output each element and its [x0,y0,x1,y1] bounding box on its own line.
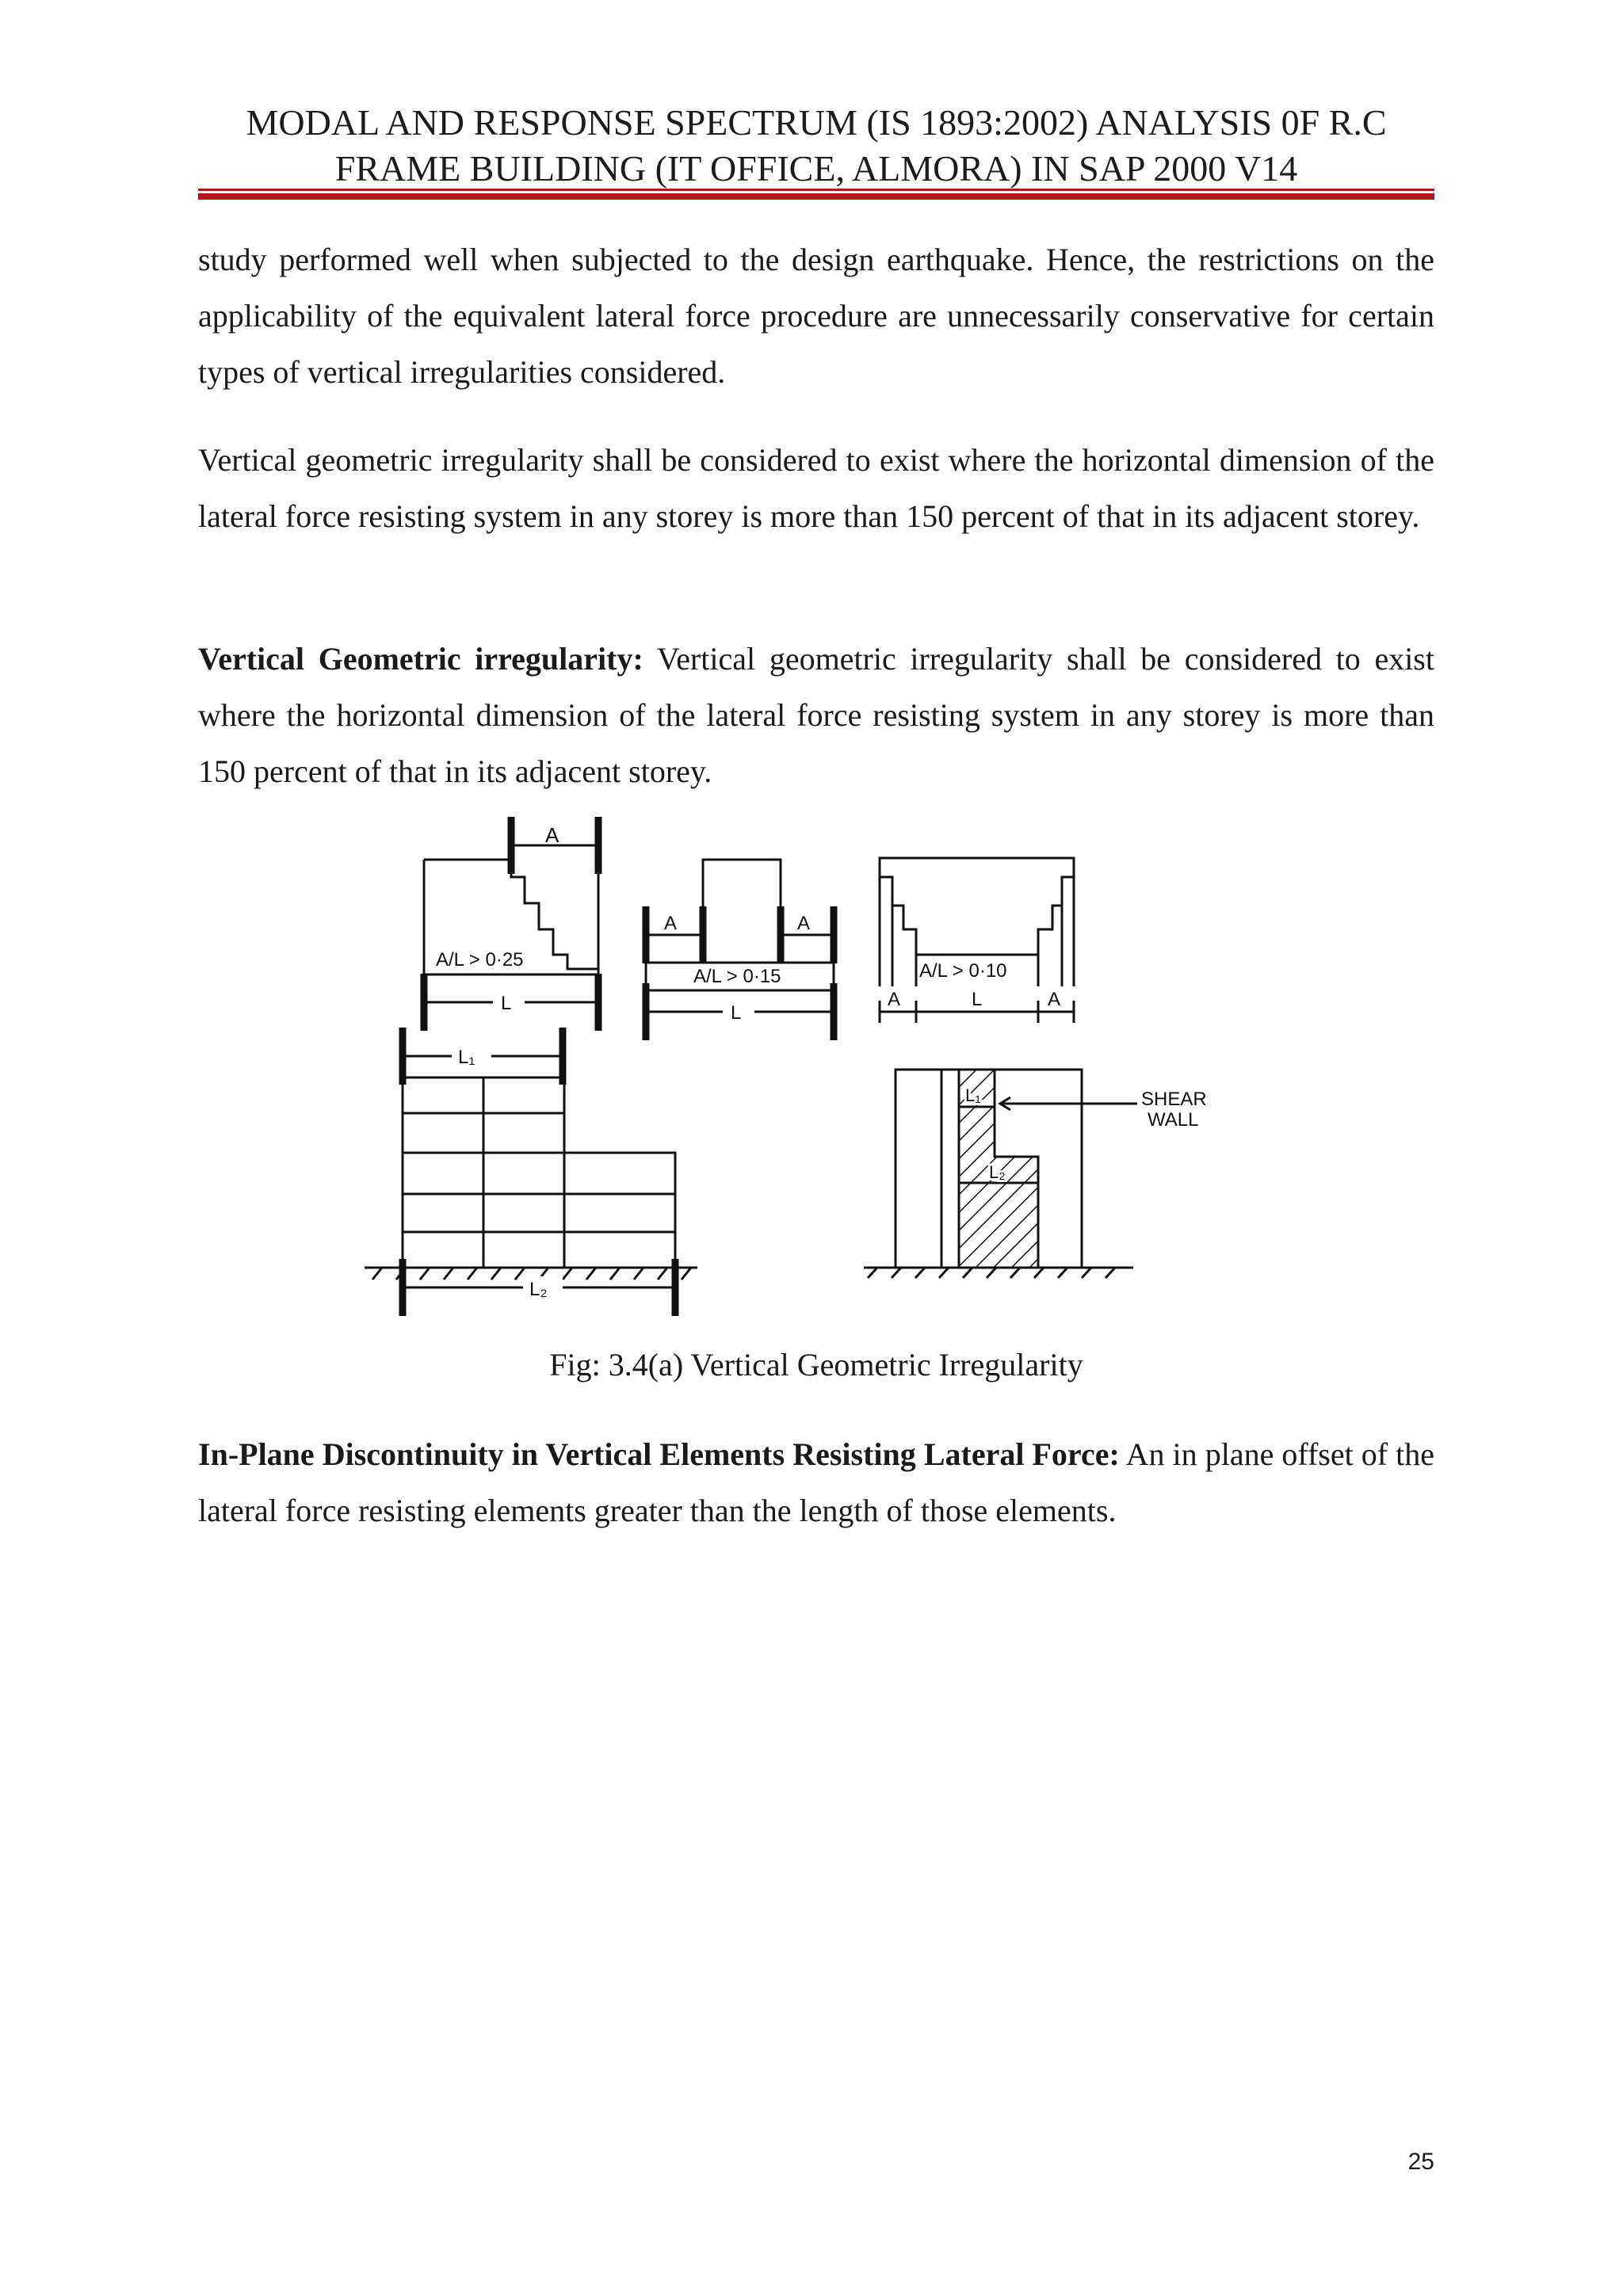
stepped-frame-diagram [365,1045,697,1300]
dim-label-l-2: L [731,1002,742,1024]
setback-diagram-1 [424,823,598,1014]
running-header [198,100,1434,192]
dim-label-a-3r: A [1048,989,1061,1010]
dim-label-l-1: L [501,993,512,1014]
header-title-line-1: MODAL AND RESPONSE SPECTRUM (IS 1893:2002) ANALYSIS 0F R.C [246,102,1387,143]
ratio-label-2: A/L > 0·15 [693,966,781,987]
page-number: 25 [1407,2149,1434,2175]
header-title-line-2: FRAME BUILDING (IT OFFICE, ALMORA) IN SAP 2000 V14 [334,148,1298,189]
dim-label-a-right: A [797,913,811,934]
paragraph-3 [198,631,1434,799]
vertical-geometric-irregularity-figure [349,823,1284,1300]
paragraph-1: study performed well when subjected to the design earthquake. Hence, the restrictions on the applicability of the equivalent lateral force procedure are unnecessarily conservative for certain types of vertical irregularities considered. [198,242,1434,390]
setback-diagram-3 [880,858,1074,1023]
dim-label-l1: L₁ [458,1047,475,1068]
paragraph-4 [198,1426,1434,1539]
header-rule-thick [198,193,1434,200]
paragraph-4-heading: In-Plane Discontinuity in Vertical Elements Resisting Lateral Force: [198,1436,1120,1472]
dim-label-l2-wall: L₂ [989,1162,1006,1182]
paragraph-3-text: Vertical geometric irregularity shall be considered to exist where the horizontal dimension of the lateral force resisting system in any storey is more than 150 percent of that in its adjacent storey. [198,641,1434,789]
paragraph-4-text: An in plane offset of the lateral force resisting elements greater than the length of those elements. [198,1436,1435,1528]
setback-diagram-2 [646,860,834,1024]
dim-label-a: A [545,823,559,847]
paragraph-3-heading: Vertical Geometric irregularity: [198,641,643,677]
figure-caption: Fig: 3.4(a) Vertical Geometric Irregularity [549,1347,1083,1383]
dim-label-a-3l: A [888,989,901,1010]
shear-label: SHEAR [1141,1089,1207,1110]
dim-label-l2: L₂ [529,1279,548,1300]
ratio-label-1: A/L > 0·25 [436,949,524,971]
dim-label-l1-wall: L₁ [965,1085,981,1105]
paragraph-2: Vertical geometric irregularity shall be considered to exist where the horizontal dimension of the lateral force resisting system in any storey is more than 150 percent of that in its adjacent storey. [198,442,1434,534]
wall-label: WALL [1148,1109,1199,1131]
dim-label-a-left: A [664,913,678,934]
header-rule-thin [198,189,1434,191]
ratio-label-3: A/L > 0·10 [919,960,1007,982]
dim-label-l-3: L [972,989,983,1010]
shear-wall-diagram [864,1070,1207,1278]
